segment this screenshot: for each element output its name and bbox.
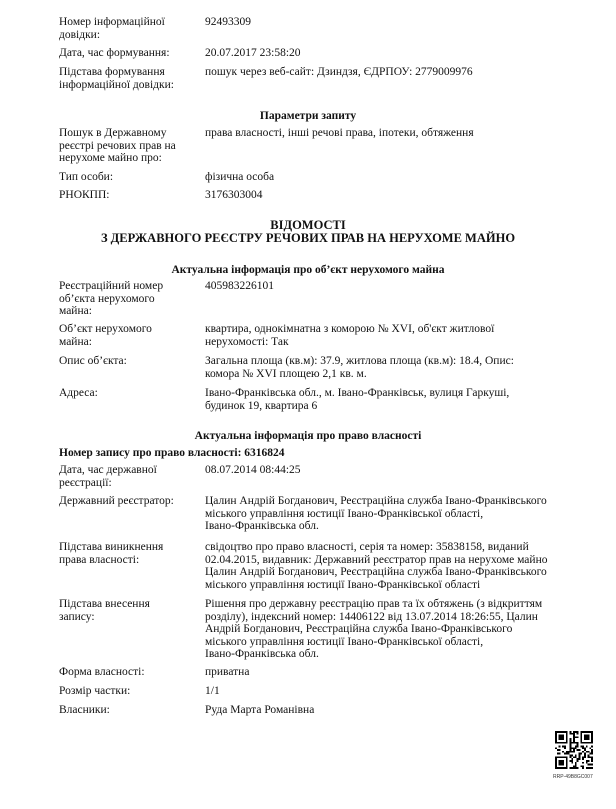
ref-number-value: 92493309 [205,16,251,28]
ownership-basis-label: Підстава виникнення права власності: [59,541,164,566]
basis-value: пошук через веб-сайт: Дзиндзя, ЄДРПОУ: 2779009976 [205,66,473,78]
reg-number-value: 405983226101 [205,280,274,292]
registrar-value: Цалин Андрій Богданович, Реєстраційна служба Івано-Франківського міського управління юстиції Івано-Франківської області, Івано-Франківська обл. [205,495,547,532]
ownership-basis-value: свідоцтво про право власності, серія та номер: 35838158, виданий 02.04.2015, видавник: Державний реєстратор прав на нерухоме майно Цалин Андрій Богданович, Реєстраційна служба Івано-Франківського міського управління юстиції Івано-Франківської області [205,541,548,591]
basis-label: Підстава формування інформаційної довідки: [59,66,174,91]
description-label: Опис об’єкта: [59,355,127,367]
qr-code-label: RRP-49B8GC007 [553,774,593,780]
address-value: Івано-Франківська обл., м. Івано-Франківськ, вулиця Гаркуші, будинок 19, квартира 6 [205,387,510,412]
description-value: Загальна площа (кв.м): 37.9, житлова площа (кв.м): 18.4, Опис: комора № XVI площею 2,1 кв. м. [205,355,514,380]
query-heading: Параметри запиту [259,110,357,122]
document-title-line2: З ДЕРЖАВНОГО РЕЄСТРУ РЕЧОВИХ ПРАВ НА НЕРУХОМЕ МАЙНО [100,231,516,245]
reg-number-label: Реєстраційний номер об’єкта нерухомого майна: [59,280,164,317]
object-label: Об’єкт нерухомого майна: [59,323,152,348]
share-size-label: Розмір частки: [59,685,131,697]
entry-basis-value: Рішення про державну реєстрацію прав та їх обтяжень (з відкриттям розділу), індексний номер: 14406122 від 13.07.2014 18:26:55, Цалин Андрій Богданович, Реєстраційна служба Івано-Франківського міського управління юстиції Івано-Франківської області, Івано-Франківська обл. [205,598,543,660]
ownership-form-value: приватна [205,666,250,678]
reg-datetime-label: Дата, час державної реєстрації: [59,464,157,489]
ownership-form-label: Форма власності: [59,666,145,678]
address-label: Адреса: [59,387,98,399]
datetime-value: 20.07.2017 23:58:20 [205,47,301,59]
ownership-heading: Актуальна інформація про право власності [194,430,422,442]
qr-code-icon [555,731,593,769]
object-value: квартира, однокімнатна з коморою № XVI, об'єкт житлової нерухомості: Так [205,323,495,348]
search-value: права власності, інші речові права, іпотеки, обтяження [205,127,474,139]
owners-value: Руда Марта Романівна [205,704,315,716]
property-heading: Актуальна інформація про об’єкт нерухомого майна [171,264,445,276]
datetime-label: Дата, час формування: [59,47,170,59]
person-type-value: фізична особа [205,171,275,183]
ref-number-label: Номер інформаційної довідки: [59,16,165,41]
search-label: Пошук в Державному реєстрі речових прав на нерухоме майно про: [59,127,176,164]
registrar-label: Державний реєстратор: [59,495,174,507]
document-title-line1: ВІДОМОСТІ [270,218,346,232]
share-size-value: 1/1 [205,685,220,697]
rnokpp-label: РНОКПП: [59,189,110,201]
person-type-label: Тип особи: [59,171,114,183]
owners-label: Власники: [59,704,110,716]
reg-datetime-value: 08.07.2014 08:44:25 [205,464,301,476]
record-number-label: Номер запису про право власності: 6316824 [59,447,285,459]
rnokpp-value: 3176303004 [205,189,263,201]
entry-basis-label: Підстава внесення запису: [59,598,150,623]
